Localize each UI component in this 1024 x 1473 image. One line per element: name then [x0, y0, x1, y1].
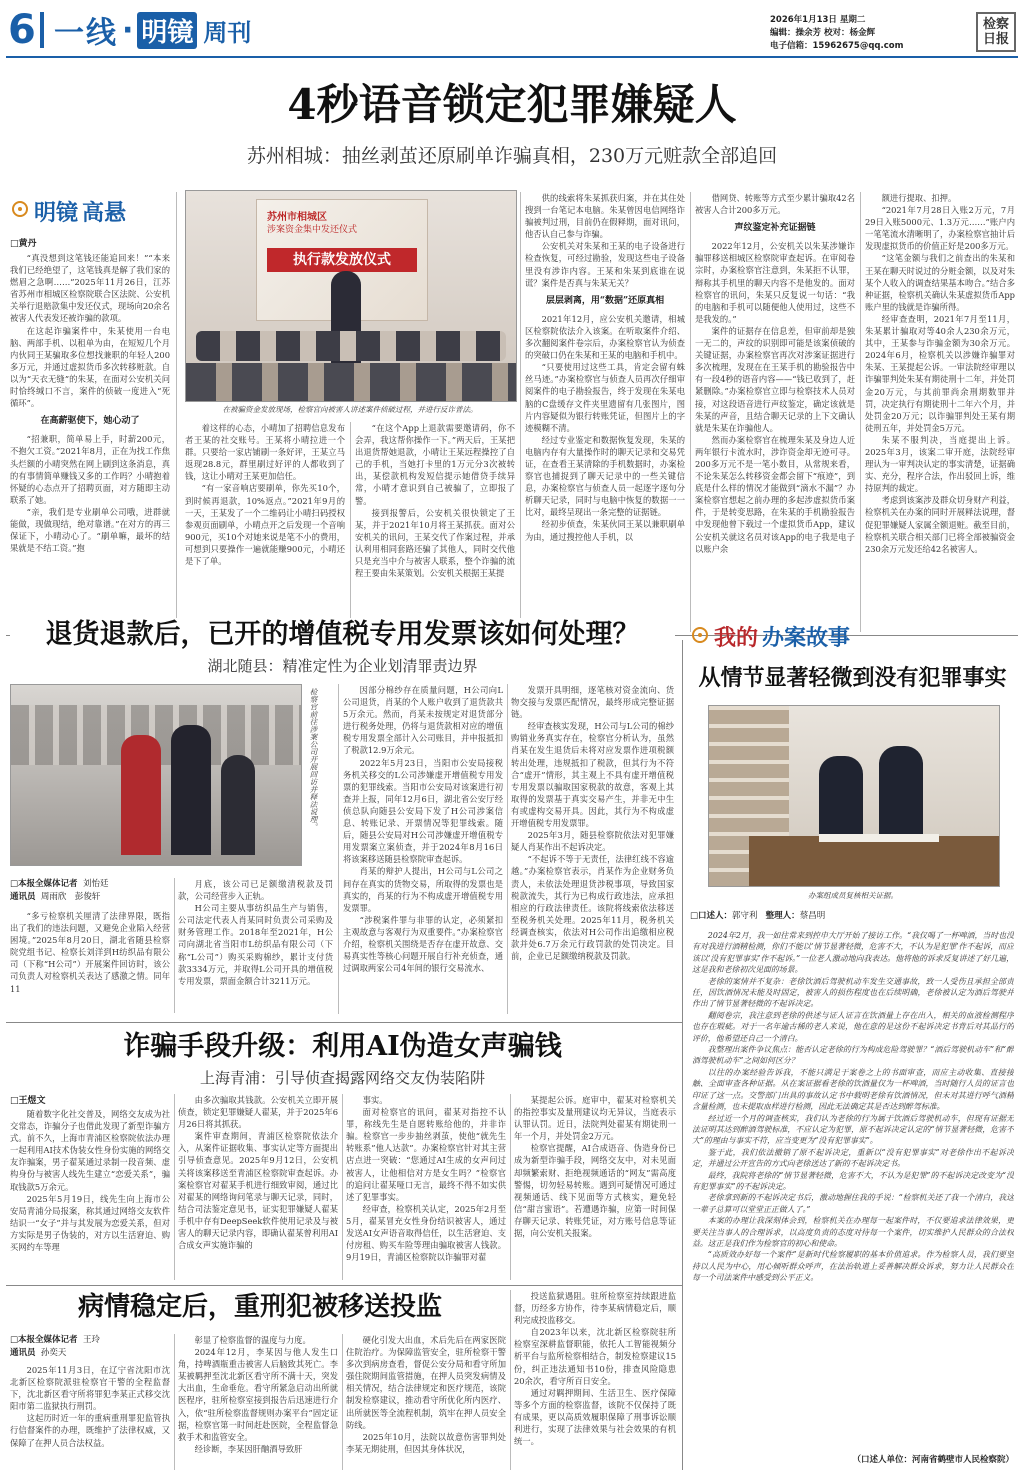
column-divider: [338, 684, 339, 1014]
section-rule: [6, 1022, 682, 1023]
paragraph: 检察官提醒，AI合成语音、伪造身份已成为新型诈骗手段，网络交友中，对未见面却频繁索财、拒绝视频通话的“网友”需高度警惕，切勿轻易转账。遇到可疑情况可通过视频通话、线下见面等方式核实，避免轻信“甜言蜜语”。若遭遇诈骗，应第一时间保存聊天记录、转账凭证，对方账号信息等证据，向公安机关报案。: [514, 1143, 676, 1239]
photo-audience-row-1: [196, 331, 506, 361]
reporter-label: □本报全媒体记者: [10, 1335, 78, 1345]
paragraph: 2021年12月，应公安机关邀请，相城区检察院依法介入该案。在听取案件介绍、多次翻阅案件卷宗后，办案检察官认为侦查的突破口仍在朱某和王某的电脑和手机中。: [525, 313, 685, 361]
main-col-4: [525, 192, 685, 627]
photo-worker-3: [221, 755, 255, 855]
story2-col-1: [10, 910, 170, 1010]
paragraph: 老徐拿到新的不起诉决定书后，激动地握住我的手说：“检察机关还了我一个清白，我这一辈子总算可以堂堂正正做人了。”: [692, 1193, 1014, 1214]
section-title-b: 办案故事: [762, 625, 851, 651]
main-col-3: [355, 422, 515, 627]
story3-footer: （口述人单位：河南省鹤壁市人民检察院）: [852, 1455, 1014, 1465]
correspondent-label: 通讯员: [10, 1348, 36, 1358]
story2-deck: 湖北随县：精准定性为企业划清罪责边界: [207, 657, 478, 675]
paragraph: 事实。: [362, 1095, 388, 1105]
paragraph: 老徐的案情并不复杂：老徐饮酒后驾驶机动车发生交通事故，致一人受伤且承担全部责任，因饮酒情况未能及时固定，被害人的损伤程度也在后续明确，老徐被认定为酒后驾驶并作出了情节显著轻微的不起诉决定。: [692, 976, 1014, 1009]
correspondent-names: 周雨欣 彭俊轩: [40, 892, 101, 902]
paragraph: “招兼职，简单易上手，时薪200元，不抱欠工资。”2021年8月，正在为找工作焦头烂额的小晴突然在网上刷到这条消息，真的有事情简单赚钱又多的工作吗？小晴抱着怀疑的心态点开了招聘页面，对方随即主动联系了她。: [10, 434, 170, 505]
story5-byline: [10, 1334, 180, 1360]
paragraph: 因部分棉纱存在质量问题，H公司向L公司退货，肖某的个人账户收到了退货款共5万余元。然而，肖某未按规定对退货部分进行税务处理，仍将与退货款相对应的增值税专用发票全部计入公司账目，并申报抵扣了税款12.9万余元。: [343, 685, 503, 756]
paragraph: “高质效办好每一个案件”是新时代检察履职的基本价值追求。作为检察人员，我们要坚持以人民为中心，用心倾听群众呼声，在法治轨道上妥善解决群众诉求，努力让人民群众在每一个司法案件中感受到公平正义。: [692, 1250, 1014, 1283]
masthead-title-a: 一线: [54, 16, 118, 51]
paragraph: 经审查查明，2021年7月至11月，朱某累计骗取对等40余人230余万元，其中，王某参与诈骗金额为30余万元。2024年6月，检察机关以涉嫌诈骗罪对朱某、王某提起公诉。一审法院经审理以诈骗罪判处朱某有期徒刑十二年，并处罚金20万元，与其前罪尚余刑期数罪并罚，决定执行有期徒刑十二年六个月，并处罚金20万元；以诈骗罪判处王某有期徒刑五年，并处罚金5万元。: [865, 313, 1015, 433]
story4-col-2: [178, 1094, 338, 1278]
paragraph: “多亏检察机关厘清了法律界限，既指出了我们的违法问题，又避免企业陷入经营困境。”2025年8月20日，湖北省随县检察院党组书记、检察长刘洋到H纺织品有限公司（下称“H公司”）开展案件回访时，该公司负责人对检察机关表达了感激之情。同年11: [10, 911, 170, 994]
story2-col-3: [343, 684, 503, 1014]
column-divider: [507, 684, 508, 1014]
photo-prosecutor-2: [879, 746, 923, 846]
story4-col-4: [514, 1094, 676, 1278]
main-col-1: [10, 252, 170, 627]
masthead-editors: 编辑：操余芳 校对：杨金辉: [770, 28, 875, 38]
paragraph: 公安机关对朱某和王某的电子设备进行检查恢复，可经过勘验，发现这些电子设备里没有涉诈内容。王某和朱某到底谁在说谎？案件是否真与朱某无关？: [525, 241, 685, 288]
paragraph: 经诊断，李某因肝酗酒导致肝: [194, 1443, 303, 1454]
column-divider: [342, 1334, 343, 1470]
paragraph: 着这样的心态，小晴加了招聘信息发布者王某的社交账号。王某将小晴拉进一个群。只要给一家店铺刷一条好评，王某立马返现28.8元，群里刷过好评的人都收到了钱，这让小晴对王某更加信任。: [185, 423, 345, 482]
story4-col-1: [10, 1108, 170, 1278]
column-title-a: 明镜: [34, 200, 79, 226]
photo-desk: [749, 836, 999, 886]
paragraph: 随着数字化社交普及，网络交友成为社交常态，诈骗分子也借此发现了新型诈骗方式。前不久，上海市青浦区检察院依法办理一起利用AI技术伪装女性身份实施的网络交友诈骗案，男子翟某通过录制一段音频、虚构身份与被害人线先生建立“恋爱关系”，骗取钱款5万余元。: [10, 1109, 170, 1192]
paragraph: 本案的办理让我深刻体会到，检察机关在办理每一起案件时，不仅要追求法律效果，更要关注当事人的合理诉求，以高度负责的态度对待每一个案件，切实维护人民群众的合法权益。这正是我们作为检察官的初心和使命。: [692, 1216, 1014, 1248]
story4-col-3: [346, 1094, 506, 1278]
paragraph: “涉税案件罪与非罪的认定，必须紧扣主观故意与客观行为双重要件。”办案检察官介绍，检察机关围绕是否存在虚开故意、交易真实性等核心问题开展自行补充侦查，通过调取两家公司4年间的银行交易流水、: [343, 914, 503, 974]
column-divider: [510, 1290, 511, 1470]
story2-byline: [10, 878, 190, 904]
story2-col-4: [511, 684, 674, 1014]
main-headline: 4秒语音锁定犯罪嫌疑人: [287, 80, 737, 129]
masthead-bar: [40, 12, 44, 48]
photo-audience-row-2: [186, 363, 516, 401]
paragraph: 通过对羁押期间、生活卫生、医疗保障等多个方面的检察监督，该院不仅保持了既有成果，更以高质效履职保障了刑事诉讼顺利进行，实现了法律效果与社会效果的有机统一。: [514, 1387, 676, 1447]
paragraph: 2025年10月，法院以故意伤害罪判处李某无期徒刑，但因其身体状况，: [346, 1431, 506, 1454]
paragraph: 自2023年以来，沈北新区检察院驻所检察室深耕监督职能，依托人工智能视频分析平台与监所检察相结合，制发检察建议15份，纠正违法通知书10份，排查风险隐患20余次，看守所百日安全。: [514, 1327, 676, 1386]
subheading: 声纹鉴定补充证据链: [734, 223, 816, 234]
subheading: 在高薪驱使下，她心动了: [40, 416, 140, 427]
paragraph: 案件的证据存在信息差，但审前却是独一无二的，声纹的识别即可能是该案侦破的关键证据，办案检察官再次对涉案证据进行多次梳理，发现在在王某手机的勘验报告中有一段4秒的语音内容——“钱已收到了，赶紧删除。”办案检察官立即与检察技术人员对接，对这段语音进行声纹鉴定，确定该就是朱某的声音，且结合聊天记录的上下文确认就是朱某在诈骗他人。: [695, 325, 855, 433]
paragraph: “亲，我们是专业刷单公司哦，进群就能做，现做现结，绝对靠谱。”在对方的再三保证下，小晴动心了。“刷单嘛，最坏的结果就是不结工资。”抱: [10, 506, 170, 554]
paragraph: “2021年7月28日入账2万元，7月29日入账5000元、1.3万元……”账户内一笔笔流水清晰明了，办案检察官抽计后发现虚拟货币的价值正好是200多万元。: [865, 205, 1015, 252]
paragraph: 额进行提取、扣押。: [881, 193, 957, 203]
correspondent-label: 通讯员: [10, 892, 36, 902]
recorder-label: 整理人：: [765, 911, 800, 921]
main-photo: [185, 190, 517, 402]
paragraph: “不起诉不等于无责任，法律红线不容逾越。”办案检察官表示，肖某作为企业财务负责人，未依法处理退货涉税事项，导致国家税款流失，其行为已构成行政违法，应承担相应的行政法律责任。该院将线索依法移送至税务机关处理。2025年11月，税务机关经调查核实，依法对H公司作出追缴相应税款并处6.7万余元行政罚款的处罚决定。目前，企业已足额缴纳税款及罚款。: [511, 854, 674, 962]
paragraph: 2025年11月3日，在辽宁省沈阳市沈北新区检察院派驻检察官干警的全程监督下，沈北新区看守所将罪犯李某正式移交沈阳市第二监狱执行刑罚。: [10, 1365, 170, 1412]
column-divider: [860, 192, 861, 632]
paragraph: 经初步侦查，朱某伙同王某以兼职刷单为由，通过搜控他人手机，以: [525, 519, 685, 542]
main-photo-caption: 在被骗资金发放现场，检察官向被害人讲述案件侦破过程，并进行反诈普法。: [222, 405, 478, 414]
paragraph: 供的线索将朱某抓获归案，并在其住处搜到一台笔记本电脑。朱某曾因电信网络诈骗被判过刑，目前仍在假释期，面对讯问，他否认自己参与诈骗。: [525, 193, 685, 240]
photo-worker-2: [171, 725, 211, 855]
paragraph: 翻阅卷宗，我注意到老徐的供述与证人证言在饮酒量上存在出入，相关的血液检测程序也存在瑕疵。对于一名年逾古稀的老人来说，他在意的是这份不起诉决定书背后对其品行的评价，他希望还自己一个清白。: [692, 1010, 1014, 1043]
paragraph: 2022年5月23日，当阳市公安局接税务机关移交的L公司涉嫌虚开增值税专用发票的犯罪线索。当阳市公安局对该案进行初查并上报，同年12月6日，湖北省公安厅经侦总队向随县公安局下发了H公司涉案信息、转账记录、开票情况等犯罪线索。随后，随县公安局对H公司涉嫌虚开增值税专用发票案立案侦查，并于2024年8月16日将该案移送随县检察院审查起诉。: [343, 757, 503, 865]
paragraph: 2024年12月，李某因与他人发生口角，持啤酒瓶重击被害人后脑致其死亡。李某被羁押至沈北新区看守所不满十天，突发大出血，生命垂危。看守所紧急启动出所就医程序，驻所检察室接到报告后迅速进行介入，依“驻所检察监督规则办案平台”固定证据，检察官第一时间赶赴医院，全程监督急救手术和监管安全。: [178, 1347, 338, 1442]
masthead-rule: [6, 56, 1018, 58]
paragraph: 以往的办案经验告诉我，不能只满足于案卷之上的书面审查，而应主动收集、直接接触、全面审查各种证据。从在案证据看老徐的饮酒量仅为一杯啤酒，当时随行人员的证言也印证了这一点。交警部门出具的事故认定书中载明老徐有饮酒情况，但未对其进行呼气酒精含量检测，也未提取血样进行检测，因此无法确定其是否达到醉驾标准。: [692, 1067, 1014, 1112]
story3-photo: [708, 705, 1000, 887]
photo-banner-1: 苏州市相城区: [267, 212, 327, 223]
reporter-label: □本报全媒体记者: [10, 879, 78, 889]
main-col-2: [185, 422, 345, 627]
story2-photo: [10, 684, 302, 866]
story5-col-1: [10, 1364, 170, 1469]
story4-author: □王煜文: [10, 1096, 46, 1106]
main-col-6: [865, 192, 1015, 627]
masthead-dot: ·: [122, 12, 134, 48]
section-title-a: 我的: [714, 625, 759, 651]
paragraph: “有一家音响店要刷单，你先买10个，到时候再退款，10%返点。”2021年9月的一天，王某发了一个二维码让小晴扫码授权参观页面刷单，小晴点开之后发现一个音响900元，买10个对她来说是笔不小的费用，可想到只要操作一遍就能赚900元，小晴还是下了单。: [185, 483, 345, 567]
paragraph: 由多次骗取其钱款。公安机关立即开展侦查，锁定犯罪嫌疑人翟某，并于2025年6月26日将其抓获。: [178, 1095, 338, 1130]
paragraph: “在这个App上退款需要邀请码，你不会弄，我这帮你操作一下。”两天后，王某把出退货帮她退款，小晴让王某远程操控了自己的手机，当她打卡里的1万元分3次被转出，某偿款机构发短信提示她借贷手续异常，小晴才意识到自己被骗了，立即报了警。: [355, 423, 515, 506]
story3-headline: 从情节显著轻微到没有犯罪事实: [698, 665, 1007, 691]
main-col-5: [695, 192, 855, 627]
photo-folders: [819, 834, 939, 842]
paragraph: 最终，我院将老徐的“情节显著轻微，危害不大，不认为是犯罪”的不起诉决定改变为“没有犯罪事实”的不起诉决定。: [692, 1170, 1014, 1191]
paragraph: 鉴于此，我们依法撤销了原不起诉决定，重新以“没有犯罪事实”对老徐作出不起诉决定，并通过公开宣告的方式向老徐送达了新的不起诉决定书。: [692, 1147, 1014, 1169]
paragraph: 2022年12月，公安机关以朱某涉嫌诈骗罪移送相城区检察院审查起诉。在审阅卷宗时，办案检察官注意到，朱某拒不认罪，辩称其手机里的聊天内容不是他发的。面对检察官的讯问，朱某只反复说一句话：“我的电脑和手机可以随便他人使用过，这些不是我发的。”: [695, 241, 855, 324]
paragraph: 发票开具明细，逐笔核对资金流向、货物交接与发票匹配情况，最终形成完整证据链。: [511, 685, 674, 720]
story5-col-4: [514, 1290, 676, 1469]
paragraph: H公司主要从事纺织品生产与销售，公司法定代表人肖某同时负责公司采购及财务管理工作。2018年至2021年，H公司向湖北省当阳市L纺织品有限公司（下称“L公司”）购买采购棉纱，累计支付货款3334万元，并取得L公司开具的增值税专用发票，票面金额合计3211万元。: [178, 903, 333, 986]
column-divider: [174, 1334, 175, 1470]
column-author: □黄丹: [10, 239, 37, 249]
correspondent-names: 孙奕天: [40, 1348, 67, 1358]
paragraph: 面对检察官的讯问，翟某对指控不认罪，称线先生是自愿转账给他的，并非诈骗。检察官一步步抽丝剥茧，使他“就先生转账系”他人达款”。办案检察官针对其主营店点进一突破：“您通过AI生成的女声问过被害人，让他相信对方是女生吗？”检察官的追问让翟某哑口无言，最终不得不如实供述了犯罪事实。: [346, 1107, 506, 1202]
paragraph: 借网贷、转账等方式至少累计骗取42名被害人合计200多万元。: [695, 193, 855, 216]
column-divider: [174, 878, 175, 1013]
paragraph: 朱某不服判决，当庭提出上诉。2025年3月，该案二审开庭，法院经审理认为一审判决认定的事实清楚，证据确实、充分，程序合法，作出驳回上诉，维持原判的裁定。: [865, 434, 1015, 494]
photo-board: 执行款发放仪式: [267, 248, 417, 272]
column-divider: [342, 1094, 343, 1280]
paragraph: 这起历时近一年的重病重刑罪犯监管执行信督案件的办理，既维护了法律权威，又保障了在押人员合法权益。: [10, 1413, 170, 1448]
story2-photo-caption: 检察官前往涉案公司开展回访并释法说理。: [309, 688, 318, 831]
newspaper-logo-text: 检察日报: [982, 17, 1009, 47]
column-mingjing-gaoxuan: [10, 192, 172, 228]
page-number: 6: [8, 7, 36, 53]
story4-deck: 上海青浦：引导侦查揭露网络交友伪装陷阱: [199, 1069, 485, 1087]
main-deck: 苏州相城：抽丝剥茧还原刷单诈骗真相，230万元赃款全部追回: [246, 145, 778, 167]
masthead-info: [770, 14, 970, 53]
paragraph: 肖某的辩护人提出，H公司与L公司之间存在真实的货物交易，所取得的发票也是真实的，肖某的行为不构成虚开增值税专用发票罪。: [343, 866, 503, 913]
paragraph: 2025年3月，随县检察院依法对犯罪嫌疑人肖某作出不起诉决定。: [511, 830, 674, 853]
photo-banner-2: 涉案资金集中发还仪式: [267, 225, 358, 235]
section-divider: [682, 640, 683, 1470]
story4-headline: 诈骗手段升级：利用AI伪造女声骗钱: [123, 1031, 562, 1062]
column-divider: [520, 192, 521, 632]
paragraph: 在这起诈骗案件中，朱某使用一台电脑、两部手机、以租单为由，在短短几个月内伙同王某骗取多位想找兼职的年轻人200多万元，并通过虚拟货币多次转移赃款。自以为“天衣无缝”的朱某，在面对公安机关问时恰终缄口不言，案件的侦破一度进入“死循环”。: [10, 325, 170, 409]
paragraph: 投送监狱遇阻。驻所检察室持续跟进监督，历经多方协作，待李某病情稳定后，顺利完成投监移交。: [514, 1291, 676, 1326]
paragraph: 案件审查期间，青浦区检察院依法介入，从案件证据收集、事实认定等方面提出引导侦查意见。2025年9月12日，公安机关将该案移送至青浦区检察院审查起诉。办案检察官对翟某手机进行细致审阅，通过比对翟某的网络询问笔录与聊天记录，同时，结合司法鉴定意见书，证实犯罪嫌疑人翟某手机中存有DeepSeek软件使用记录及与被害人的聊天记录内容，即确认翟某曾利用AI合成女声实施诈骗的: [178, 1131, 338, 1251]
paragraph: 月底，该公司已足额缴清税款及罚款，公司经营步入正轨。: [178, 879, 333, 902]
masthead-title-b: 明镜: [137, 12, 197, 49]
section-rule: [6, 1285, 682, 1286]
paragraph: “只要使用过这些工具，肯定会留有蛛丝马迹。”办案检察官与侦查人员再次仔细审阅案件的电子勘验报告，终于发现在朱某电脑的C盘缓存文件夹里遗留有几张图片，图片内容疑似为银行转账凭证，但图片上的字迹模糊不清。: [525, 362, 685, 433]
paragraph: “这笔金额与我们之前查出的朱某和王某在聊天时说过的分赃金额，以及对朱某个人收入的调查结果基本吻合。”结合多种证据，检察机关确认朱某虚拟货币App账户里的钱就是诈骗所得。: [865, 253, 1015, 312]
column-divider: [690, 192, 691, 632]
paragraph: 考虑到该案涉及群众切身财产利益，检察机关在办案的同时开展释法说理，督促犯罪嫌疑人家属全额退赃。截至目前，检察机关联合相关部门已将全部被骗资金230余万元发还给42名被害人。: [865, 495, 1015, 554]
newspaper-logo: [976, 12, 1016, 52]
photo-prosecutor-1: [819, 756, 863, 846]
paragraph: 接到报警后，公安机关很快锁定了王某，并于2021年10月将王某抓获。面对公安机关的讯问，王某交代了作案过程，并承认利用相同套路还骗了其他人，同时交代他只是充当中介与被害人联系，整个诈骗的流程王要由朱某策划。公安机关根据王某提: [355, 507, 515, 579]
paragraph: 我整理出案件争议焦点：能否认定老徐的行为构成危险驾驶罪？“酒后驾驶机动车”和“醉酒驾驶机动车”之间如何区分？: [692, 1045, 1014, 1066]
column-divider: [174, 1094, 175, 1280]
narrator: 郭守利: [732, 911, 758, 921]
target-icon: [12, 201, 28, 217]
paragraph: 经审查，检察机关认定，2025年2月至5月，翟某冒充女性身份结识被害人，通过发送AI女声语音取得信任，以生活窘迫、支付房租、购买车险等理由骗取被害人钱款。9月19日，青浦区检察院以诈骗罪对翟: [346, 1203, 506, 1263]
paragraph: 2025年5月19日，线先生向上海市公安局青浦分局报案，称其通过网络交友软件结识一“女子”并与其发展为恋爱关系，但对方实际是男子伪装的，对方以生活窘迫、购买网约车等理: [10, 1193, 170, 1253]
masthead-title: [54, 12, 252, 51]
masthead-email: 电子信箱：15962675@qq.com: [770, 41, 904, 51]
story2-headline: 退货退款后，已开的增值税专用发票该如何处理？: [10, 618, 675, 652]
photo-worker-1: [121, 735, 161, 855]
masthead-title-c: 周刊: [203, 18, 252, 47]
paragraph: 经审查核实发现，H公司与L公司的棉纱购销业务真实存在，检察官分析认为，虽然肖某在发生退货后未将对应发票作进项税额转出处理，违规抵扣了税款，但其行为不符合“虚开”情形，其主观上不具有虚开增值税专用发票以骗取国家税款的故意，客观上其取得的发票基于真实交易产生，并非无中生有或虚构交易开具。因此，其行为不构成虚开增值税专用发票罪。: [511, 721, 674, 829]
story5-headline: 病情稳定后，重刑犯被移送投监: [77, 1292, 442, 1322]
narrator-label: □口述人：: [690, 911, 733, 921]
recorder: 蔡昌明: [799, 911, 826, 921]
story3-photo-caption: 办案组成员复核相关证据。: [808, 891, 898, 900]
paragraph: 经过近一个月的调查核实，我们认为老徐的行为属于饮酒后驾驶机动车，但现有证据无法证明其达到醉酒驾驶标准，不应认定为犯罪，原不起诉决定认定的“情节显著轻微，危害不大”的理由与事实不符，应当变更为“没有犯罪事实”。: [692, 1113, 1014, 1146]
paragraph: 某提起公诉。庭审中，翟某对检察机关的指控事实及量刑建议均无异议，当庭表示认罪认罚。近日，法院判处翟某有期徒刑一年一个月，并处罚金2万元。: [514, 1095, 676, 1142]
reporter-names: 刘怡廷: [82, 879, 109, 889]
column-divider: [510, 1094, 511, 1280]
story3-body: [692, 930, 1014, 1446]
column-divider: [350, 422, 351, 627]
paragraph: “真没想到这笔钱还能追回来！”“本来我们已经绝望了，这笔钱真是解了我们家的燃眉之急啊……”2025年11月26日，江苏省苏州市相城区检察院联合区法院、公安机关举行退赔款集中发还仪式，现场向20余名被害人代表发还被诈骗的款项。: [10, 253, 170, 324]
story5-col-3: [346, 1334, 506, 1469]
reporter-names: 王玲: [82, 1335, 100, 1345]
paragraph: 2024年2月，我一如往常来到控申大厅开始了接访工作。“我仅喝了一杯啤酒，当时也没有对我进行酒精检测，你们不能以‘情节显著轻微，危害不大，不认为是犯罪’作不起诉，而应该以‘没有犯罪事实’作不起诉。”一位老人激动地向我表达。他将他的诉求反复讲述了好几遍，这是我和老徐初次见面的场景。: [692, 931, 1014, 975]
column-title-b: 高悬: [82, 200, 127, 226]
paragraph: 然而办案检察官在梳理朱某及身边人近两年银行卡流水时，涉诈资金却无迹可寻。200多万元不是一笔小数目，从常规来看，不论朱某怎么转移资金都会留下“痕迹”，到底是什么样的情况才能做到“滴水不漏”？办案检察官想起之前办理的多起涉虚拟货币案件，于是转变思路，在朱某的手机勘验报告中发现他曾下载过一个虚拟货币App，建议公安机关就这名员对该App的电子我是电子以账户余: [695, 434, 855, 554]
paragraph: 经过专业鉴定和数据恢复发现，朱某的电脑内存有大量操作时的聊天记录和交易凭证，在查看王某清除的手机数据时，办案检察官也捕捉到了聊天记录中的一些关键信息，办案检察官与侦查人员一起逐字逐句分析聊天记录，同时与电脑中恢复的数据一一比对，最终呈现出一条完整的证据链。: [525, 434, 685, 518]
subheading: 层层剥离，用“数据”还原真相: [545, 295, 665, 306]
story2-col-2: [178, 878, 333, 1013]
paragraph: 彰显了检察监督的温度与力度。: [194, 1335, 311, 1345]
story3-byline: [690, 910, 1010, 923]
column-my-case-story: [690, 618, 1010, 652]
masthead-date: 2026年1月13日 星期二: [770, 15, 866, 25]
target-icon: [692, 627, 708, 643]
column-divider: [176, 192, 177, 632]
story5-col-2: [178, 1334, 338, 1469]
paragraph: 硬化引发大出血，术后先后在两家医院住院治疗。为保障监管安全，驻所检察干警多次到病房查看，督促公安分局和看守所加强住院期间监管措施，在押人员突发病情及相关情况，结合法律规定和医疗规范，该院制发检察建议，推动看守所优化所内医疗、出所就医等全流程机制，筑牢在押人员安全防线。: [346, 1335, 506, 1430]
